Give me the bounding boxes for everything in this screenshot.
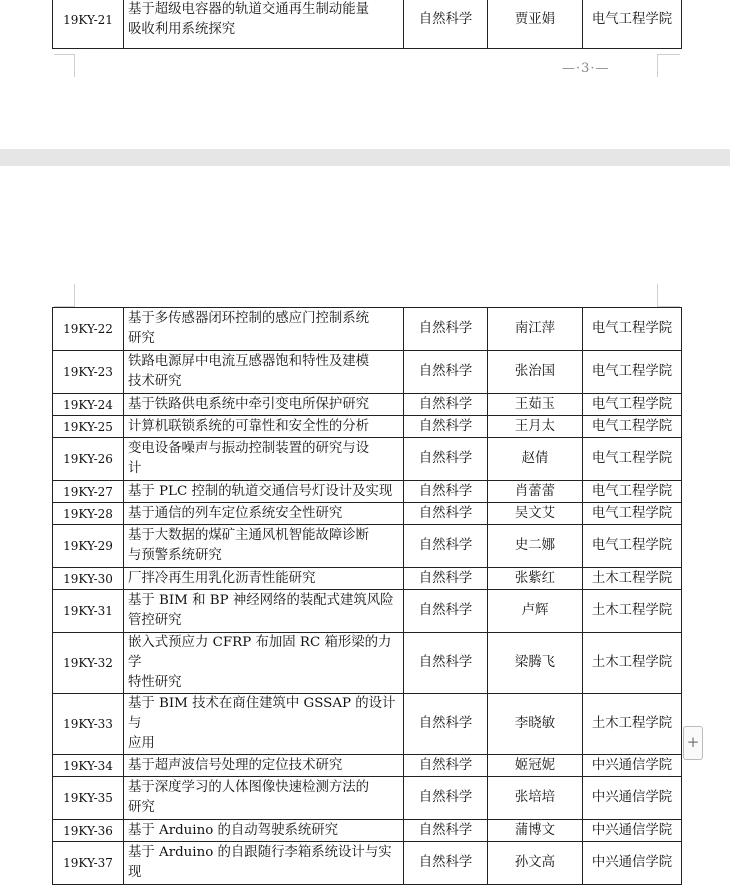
- project-id-cell: [53, 694, 124, 755]
- project-title-line: 嵌入式预应力 CFRP 布加固 RC 箱形梁的力学: [128, 635, 392, 670]
- school-cell-text: 电气工程学院: [591, 321, 673, 336]
- project-title-line: 基于深度学习的人体图像快速检测方法的: [128, 780, 370, 795]
- school-cell-text: 电气工程学院: [591, 538, 673, 553]
- category-cell: [404, 481, 488, 503]
- project-title-line: 基于大数据的煤矿主通风机智能故障诊断: [128, 528, 370, 543]
- category-cell: [404, 633, 488, 694]
- category-cell-text: 自然科学: [418, 11, 473, 27]
- category-cell-text: 自然科学: [418, 451, 473, 466]
- person-cell-text: 卢辉: [521, 603, 549, 618]
- school-cell-text: 中兴通信学院: [591, 790, 673, 805]
- person-cell-text: 史二娜: [514, 538, 556, 553]
- school-cell: [583, 481, 682, 503]
- person-cell-text: 南江萍: [514, 321, 556, 336]
- school-cell: [583, 590, 682, 633]
- table-row: [53, 633, 682, 694]
- category-cell: [404, 416, 488, 438]
- category-cell: [404, 590, 488, 633]
- table-row: [53, 525, 682, 568]
- school-cell-text: 电气工程学院: [591, 418, 673, 434]
- category-cell: [404, 308, 488, 351]
- person-cell-text: 赵倩: [521, 451, 549, 466]
- project-title-line: 铁路电源屏中电流互感器饱和特性及建模: [128, 354, 370, 369]
- person-cell: [488, 416, 583, 438]
- school-cell-text: 中兴通信学院: [591, 757, 673, 773]
- school-cell-text: 电气工程学院: [591, 364, 673, 379]
- project-id-cell-text: 19KY-23: [63, 365, 113, 379]
- person-cell-text: 李晓敏: [514, 716, 556, 731]
- category-cell: [404, 694, 488, 755]
- crop-mark: [657, 284, 680, 307]
- person-cell-text: 吴文艾: [514, 505, 556, 521]
- category-cell-text: 自然科学: [418, 855, 473, 870]
- project-title-line: 基于超声波信号处理的定位技术研究: [128, 757, 343, 773]
- school-cell-text: 中兴通信学院: [591, 855, 673, 870]
- project-title-cell: [124, 568, 404, 590]
- school-cell: [583, 525, 682, 568]
- school-cell-text: 土木工程学院: [591, 570, 673, 586]
- school-cell-text: 电气工程学院: [591, 11, 673, 27]
- category-cell-text: 自然科学: [418, 790, 473, 805]
- project-id-cell-text: 19KY-36: [63, 823, 113, 838]
- table-row: [53, 694, 682, 755]
- project-title-cell: [124, 503, 404, 525]
- page-number: —·3·—: [562, 61, 610, 76]
- school-cell: [583, 633, 682, 694]
- school-cell: [583, 351, 682, 394]
- project-title-cell: [124, 481, 404, 503]
- project-title-line: 管控研究: [128, 613, 182, 628]
- project-title-cell: [124, 438, 404, 481]
- project-id-cell-text: 19KY-21: [63, 12, 113, 27]
- person-cell: [488, 503, 583, 525]
- project-title-cell: [124, 416, 404, 438]
- table-row: [53, 308, 682, 351]
- category-cell: [404, 394, 488, 416]
- person-cell: [488, 842, 583, 885]
- school-cell-text: 中兴通信学院: [591, 822, 673, 838]
- school-cell: [583, 394, 682, 416]
- project-title-cell: [124, 694, 404, 755]
- project-id-cell: [53, 777, 124, 820]
- person-cell: [488, 525, 583, 568]
- school-cell-text: 电气工程学院: [591, 451, 673, 466]
- category-cell-text: 自然科学: [418, 655, 473, 670]
- table-row: [53, 416, 682, 438]
- table-row: [53, 438, 682, 481]
- project-title-line: 基于 BIM 技术在商住建筑中 GSSAP 的设计与: [128, 696, 396, 731]
- school-cell-text: 土木工程学院: [591, 655, 673, 670]
- project-id-cell: [53, 438, 124, 481]
- project-id-cell: [53, 633, 124, 694]
- project-title-line: 基于 BIM 和 BP 神经网络的装配式建筑风险: [128, 593, 394, 608]
- project-id-cell: [53, 590, 124, 633]
- person-cell: [488, 568, 583, 590]
- project-title-line: 现: [128, 865, 142, 880]
- project-id-cell: [53, 481, 124, 503]
- project-title-line: 技术研究: [128, 374, 182, 389]
- crop-mark: [657, 54, 680, 77]
- school-cell: [583, 820, 682, 842]
- person-cell-text: 王茹玉: [514, 396, 556, 412]
- project-title-line: 基于 PLC 控制的轨道交通信号灯设计及实现: [128, 483, 393, 499]
- project-id-cell-text: 19KY-30: [63, 571, 113, 586]
- school-cell: [583, 694, 682, 755]
- school-cell-text: 土木工程学院: [591, 716, 673, 731]
- table-row: [53, 394, 682, 416]
- page-gap: [0, 149, 730, 166]
- person-cell: [488, 0, 583, 49]
- category-cell: [404, 503, 488, 525]
- project-title-cell: [124, 633, 404, 694]
- school-cell: [583, 503, 682, 525]
- person-cell-text: 贾亚娟: [514, 11, 556, 27]
- project-title-line: 研究: [128, 331, 155, 346]
- category-cell: [404, 755, 488, 777]
- category-cell: [404, 525, 488, 568]
- project-title-cell: [124, 820, 404, 842]
- school-cell: [583, 438, 682, 481]
- school-cell: [583, 568, 682, 590]
- project-id-cell: [53, 416, 124, 438]
- table-row: [53, 842, 682, 885]
- project-id-cell-text: 19KY-35: [63, 791, 113, 805]
- project-title-line: 变电设备噪声与振动控制装置的研究与设: [128, 441, 370, 456]
- add-row-button[interactable]: +: [683, 726, 703, 760]
- project-table-top: [52, 0, 682, 49]
- project-title-cell: [124, 755, 404, 777]
- school-cell: [583, 842, 682, 885]
- project-title-line: 基于通信的列车定位系统安全性研究: [128, 505, 343, 521]
- person-cell: [488, 394, 583, 416]
- table-row: [53, 351, 682, 394]
- project-title-line: 基于 Arduino 的自动驾驶系统研究: [128, 822, 339, 838]
- category-cell: [404, 351, 488, 394]
- table-row: [53, 481, 682, 503]
- project-title-cell: [124, 525, 404, 568]
- project-title-line: 厂拌冷再生用乳化沥青性能研究: [128, 570, 316, 586]
- project-id-cell-text: 19KY-22: [63, 322, 113, 336]
- person-cell-text: 姬冠妮: [514, 757, 556, 773]
- project-id-cell: [53, 0, 124, 49]
- person-cell-text: 蒲博文: [514, 822, 556, 838]
- project-title-line: 与预警系统研究: [128, 548, 222, 563]
- school-cell-text: 土木工程学院: [591, 603, 673, 618]
- project-title-line: 计算机联锁系统的可靠性和安全性的分析: [128, 418, 370, 434]
- person-cell: [488, 777, 583, 820]
- person-cell-text: 王月太: [514, 418, 556, 434]
- category-cell: [404, 842, 488, 885]
- project-title-line: 基于多传感器闭环控制的感应门控制系统: [128, 311, 370, 326]
- person-cell: [488, 820, 583, 842]
- project-title-line: 特性研究: [128, 675, 182, 690]
- crop-mark: [54, 54, 75, 77]
- project-id-cell-text: 19KY-32: [63, 656, 113, 670]
- person-cell: [488, 438, 583, 481]
- person-cell: [488, 351, 583, 394]
- school-cell: [583, 0, 682, 49]
- project-id-cell-text: 19KY-27: [63, 484, 113, 499]
- category-cell-text: 自然科学: [418, 505, 473, 521]
- project-title-cell: [124, 0, 404, 49]
- category-cell-text: 自然科学: [418, 418, 473, 434]
- crop-mark: [54, 284, 75, 307]
- project-id-cell: [53, 308, 124, 351]
- category-cell-text: 自然科学: [418, 603, 473, 618]
- project-id-cell: [53, 842, 124, 885]
- person-cell-text: 张培培: [514, 790, 556, 805]
- table-row: [53, 568, 682, 590]
- project-title-cell: [124, 842, 404, 885]
- project-id-cell-text: 19KY-37: [63, 856, 113, 870]
- table-row: [53, 820, 682, 842]
- category-cell-text: 自然科学: [418, 716, 473, 731]
- table-row: [53, 590, 682, 633]
- category-cell-text: 自然科学: [418, 570, 473, 586]
- person-cell-text: 梁腾飞: [514, 655, 556, 670]
- project-id-cell-text: 19KY-34: [63, 758, 113, 773]
- project-id-cell: [53, 755, 124, 777]
- school-cell-text: 电气工程学院: [591, 396, 673, 412]
- school-cell: [583, 755, 682, 777]
- project-title-line: 研究: [128, 800, 155, 815]
- project-id-cell-text: 19KY-28: [63, 506, 113, 521]
- table-row: [53, 503, 682, 525]
- project-title-cell: [124, 308, 404, 351]
- project-id-cell-text: 19KY-26: [63, 452, 113, 466]
- category-cell-text: 自然科学: [418, 822, 473, 838]
- person-cell: [488, 308, 583, 351]
- project-id-cell: [53, 503, 124, 525]
- category-cell-text: 自然科学: [418, 483, 473, 499]
- project-id-cell-text: 19KY-33: [63, 717, 113, 731]
- school-cell-text: 电气工程学院: [591, 505, 673, 521]
- category-cell: [404, 820, 488, 842]
- school-cell-text: 电气工程学院: [591, 483, 673, 499]
- project-title-line: 基于 Arduino 的自跟随行李箱系统设计与实: [128, 845, 392, 860]
- category-cell-text: 自然科学: [418, 364, 473, 379]
- category-cell: [404, 0, 488, 49]
- project-title-line: 基于超级电容器的轨道交通再生制动能量: [128, 1, 370, 17]
- project-title-cell: [124, 590, 404, 633]
- project-id-cell-text: 19KY-31: [63, 604, 113, 618]
- project-title-line: 基于铁路供电系统中牵引变电所保护研究: [128, 396, 370, 412]
- project-title-line: 吸收利用系统探究: [128, 21, 236, 37]
- project-title-cell: [124, 394, 404, 416]
- person-cell: [488, 590, 583, 633]
- category-cell-text: 自然科学: [418, 757, 473, 773]
- table-row: [53, 755, 682, 777]
- category-cell-text: 自然科学: [418, 321, 473, 336]
- person-cell-text: 张治国: [514, 364, 556, 379]
- person-cell-text: 张紫红: [514, 570, 556, 586]
- school-cell: [583, 416, 682, 438]
- project-id-cell-text: 19KY-24: [63, 397, 113, 412]
- project-id-cell: [53, 820, 124, 842]
- category-cell: [404, 438, 488, 481]
- category-cell: [404, 777, 488, 820]
- project-id-cell: [53, 394, 124, 416]
- project-id-cell: [53, 568, 124, 590]
- project-title-cell: [124, 777, 404, 820]
- project-table-main: [52, 307, 682, 885]
- person-cell: [488, 633, 583, 694]
- project-title-cell: [124, 351, 404, 394]
- person-cell-text: 孙文高: [514, 855, 556, 870]
- category-cell-text: 自然科学: [418, 396, 473, 412]
- project-title-line: 应用: [128, 736, 155, 751]
- person-cell: [488, 755, 583, 777]
- project-title-line: 计: [128, 461, 142, 476]
- project-id-cell-text: 19KY-29: [63, 539, 113, 553]
- person-cell: [488, 694, 583, 755]
- project-id-cell: [53, 351, 124, 394]
- school-cell: [583, 777, 682, 820]
- person-cell-text: 肖蕾蕾: [514, 483, 556, 499]
- project-id-cell: [53, 525, 124, 568]
- category-cell-text: 自然科学: [418, 538, 473, 553]
- person-cell: [488, 481, 583, 503]
- table-row: [53, 777, 682, 820]
- project-id-cell-text: 19KY-25: [63, 419, 113, 434]
- table-row: [53, 0, 682, 49]
- school-cell: [583, 308, 682, 351]
- category-cell: [404, 568, 488, 590]
